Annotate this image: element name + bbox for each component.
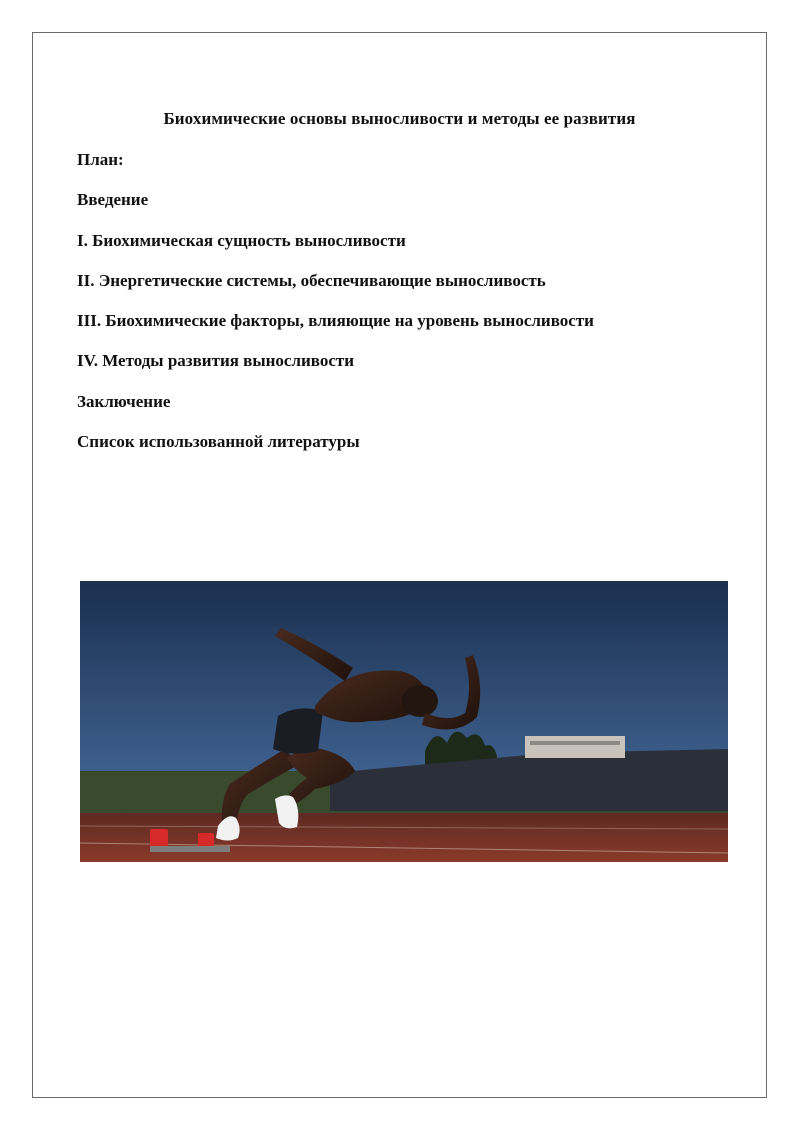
stand-roof [525,736,625,758]
plan-item-section-2: II. Энергетические системы, обеспечивающие выносливость [77,270,546,290]
document-title: Биохимические основы выносливости и методы ее развития [163,109,636,128]
plan-heading: План: [77,150,124,169]
sprinter-head [402,685,438,717]
track [80,813,728,862]
document-page [32,32,767,1098]
plan-item-section-4: IV. Методы развития выносливости [77,351,355,371]
plan-item-references: Список использованной литературы [77,432,360,452]
plan-item-introduction: Введение [77,190,149,210]
plan-item-section-3: III. Биохимические факторы, влияющие на уровень выносливости [77,311,594,331]
sprinter-photo [80,581,728,862]
sprinter-shorts [273,708,323,753]
plan-item [77,190,594,472]
plan-item-conclusion: Заключение [77,391,171,411]
plan-item-section-1: I. Биохимическая сущность выносливости [77,230,406,250]
plan-list [77,150,594,472]
sprinter-illustration [80,581,728,862]
